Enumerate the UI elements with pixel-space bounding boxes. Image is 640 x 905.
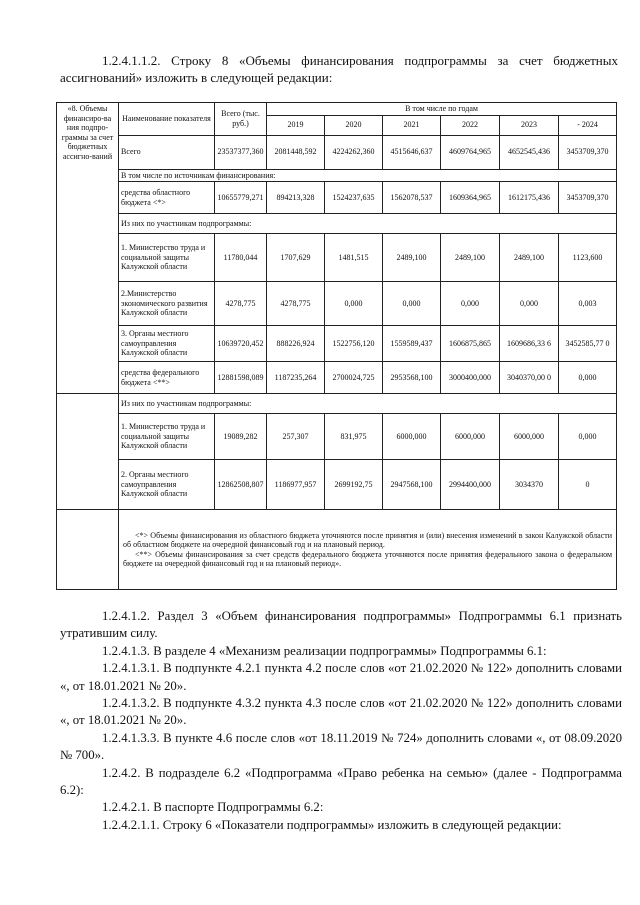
note-regional: <*> Объемы финансирования из областного бюджета уточняются после принятия и (или) внесения изменений в закон Калужской области об областном бюджете на очередной финансовый год и на плановый период. <box>123 530 613 549</box>
paragraph: 1.2.4.1.3. В разделе 4 «Механизм реализации подпрограммы» Подпрограммы 6.1: <box>102 643 547 658</box>
paragraph: 1.2.4.1.3.3. В пункте 4.6 после слов «от 18.11.2019 № 724» дополнить словами «, от 08.09.2020 № 700». <box>60 730 622 763</box>
intro-paragraph: 1.2.4.1.1.2. Строку 8 «Объемы финансирования подпрограммы за счет бюджетных ассигнований» изложить в следующей редакции: <box>60 53 618 85</box>
note-federal: <**> Объемы финансирования за счет средств федерального бюджета уточняются после принятия федерального закона о федеральном бюджете на очередной финансовый год и на плановый период». <box>123 549 613 568</box>
table-row: 3. Органы местного самоуправления Калужской области 10639720,452 888226,924 1522756,120 1559589,437 1606875,865 1609686,33 6 3452585,77 0 <box>57 326 617 362</box>
paragraph: 1.2.4.1.3.2. В подпункте 4.3.2 пункта 4.3 после слов «от 21.02.2020 № 122» дополнить словами «, от 18.01.2021 № 20». <box>60 696 622 728</box>
table-notes-row <box>57 510 617 590</box>
year-2024: - 2024 <box>559 115 617 135</box>
table-row: средства федерального бюджета <**> 12881598,089 1187235,264 2700024,725 2953568,100 3000400,000 3040370,00 0 0,000 <box>57 362 617 394</box>
table-row: 2.Министерство экономического развития Калужской области 4278,775 4278,775 0,000 0,000 0,000 0,000 0,003 <box>57 282 617 326</box>
header-years: В том числе по годам <box>267 103 617 116</box>
table-header-row <box>57 103 617 116</box>
financing-table <box>56 102 617 590</box>
header-total: Всего (тыс. руб.) <box>215 103 267 136</box>
table-row: 1. Министерство труда и социальной защиты Калужской области 11780,044 1707,629 1481,515 2489,100 2489,100 2489,100 1123,600 <box>57 234 617 282</box>
table-row: Из них по участникам подпрограммы: <box>57 214 617 234</box>
year-2019: 2019 <box>267 115 325 135</box>
header-name: Наименование показателя <box>119 103 215 136</box>
table-row: Из них по участникам подпрограммы: <box>57 394 617 414</box>
row-header-cell: «8. Объемы финансиро-ва ния подпро-граммы за счет бюджетных ассигно-ваний <box>57 103 119 394</box>
table-row: Всего 23537377,360 2081448,592 4224262,360 4515646,637 4609764,965 4652545,436 3453709,370 <box>57 135 617 169</box>
year-2022: 2022 <box>441 115 500 135</box>
paragraph: 1.2.4.1.2. Раздел 3 «Объем финансирования подпрограммы» Подпрограммы 6.1 признать утратившим силу. <box>60 609 622 641</box>
year-2021: 2021 <box>383 115 441 135</box>
table-row: средства областного бюджета <*> 10655779,271 894213,328 1524237,635 1562078,537 1609364,965 1612175,436 3453709,370 <box>57 182 617 214</box>
table-row: 2. Органы местного самоуправления Калужской области 12862508,807 1186977,957 2699192,75 2947568,100 2994400,000 3034370 0 <box>57 460 617 510</box>
table-row: 1. Министерство труда и социальной защиты Калужской области 19089,282 257,307 831,975 6000,000 6000,000 6000,000 0,000 <box>57 414 617 460</box>
table-notes <box>119 510 617 590</box>
paragraph: 1.2.4.2. В подразделе 6.2 «Подпрограмма «Право ребенка на семью» (далее - Подпрограмма 6.2): <box>60 765 622 798</box>
paragraph: 1.2.4.1.3.1. В подпункте 4.2.1 пункта 4.2 после слов «от 21.02.2020 № 122» дополнить словами «, от 18.01.2021 № 20». <box>60 661 622 693</box>
body-paragraphs <box>60 608 622 834</box>
paragraph: 1.2.4.2.1. В паспорте Подпрограммы 6.2: <box>102 800 324 815</box>
table-row: В том числе по источникам финансирования: <box>57 169 617 182</box>
paragraph: 1.2.4.2.1.1. Строку 6 «Показатели подпрограммы» изложить в следующей редакции: <box>102 817 562 832</box>
year-2023: 2023 <box>500 115 559 135</box>
year-2020: 2020 <box>325 115 383 135</box>
